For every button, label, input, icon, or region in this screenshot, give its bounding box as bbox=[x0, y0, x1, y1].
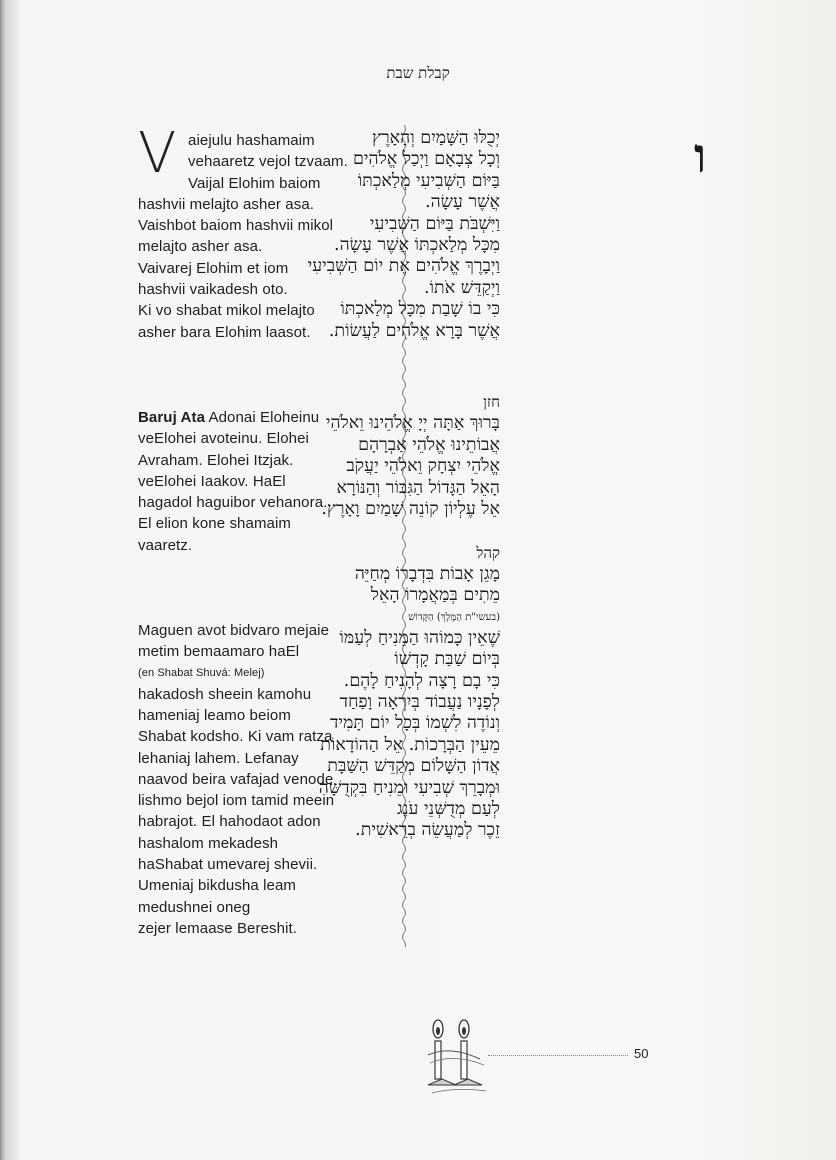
text-line: Ki vo shabat mikol melajto bbox=[138, 302, 315, 320]
hebrew-line: וַיִּשְׁבֹּת בַּיּוֹם הַשְּׁבִיעִי bbox=[369, 213, 500, 234]
hebrew-line: בַּיּוֹם הַשְּׁבִיעִי מְלַאכְתּוֹ bbox=[357, 170, 500, 191]
text-line: vaaretz. bbox=[138, 536, 193, 554]
text-line: melajto asher asa. bbox=[138, 238, 263, 256]
text-line: Vaivarej Elohim et iom bbox=[138, 259, 289, 277]
hebrew-line: מָגֵן אָבוֹת בִּדְבָרוֹ מְחַיֵּה bbox=[354, 563, 500, 584]
hebrew-line: כִּי בָם רָצָה לְהָנִיחַ לָהֶם. bbox=[343, 670, 500, 691]
hebrew-line: וְכָל צְבָאָם וַיְכַל אֱלֹהִים bbox=[353, 149, 500, 170]
text-line: hashalom mekadesh bbox=[138, 834, 279, 852]
page-number: 50 bbox=[634, 1046, 649, 1061]
text-line: vehaaretz vejol tzvaam. bbox=[188, 153, 348, 171]
hebrew-line: וַיְקַדֵּשׁ אֹתוֹ. bbox=[423, 277, 500, 298]
hebrew-line: וּמְבָרֵךְ שְׁבִיעִי וּמֵנִיחַ בִּקְדֻשָּׁה bbox=[318, 777, 500, 798]
text-line: hashvii vaikadesh oto. bbox=[138, 281, 288, 299]
text-line: metim bemaamaro haEl bbox=[138, 643, 300, 661]
text-line: aiejulu hashamaim bbox=[188, 132, 315, 149]
text-line: hashvii melajto asher asa. bbox=[138, 195, 315, 213]
hebrew-line: אֵל עֶלְיוֹן קוֹנֵה שָׁמַיִם וָאָרֶץ. bbox=[321, 499, 500, 520]
hebrew-column bbox=[215, 128, 500, 842]
hebrew-line: מֵעֵין הַבְּרָכוֹת. אֵל הַהוֹדָאוֹת bbox=[320, 734, 500, 755]
hebrew-line: זֵכֶר לְמַעֲשֵׂה בְרֵאשִׁית. bbox=[355, 820, 500, 841]
hebrew-line: בְּיוֹם שַׁבַּת קָדְשׁוֹ bbox=[394, 649, 500, 670]
hebrew-paragraph-baruch bbox=[215, 392, 500, 520]
hebrew-line: לְפָנָיו נַעֲבוֹד בְּיִרְאָה וָפַחַד bbox=[339, 691, 500, 712]
hebrew-line: אֱלֹהֵי יִצְחָק וֵאלֹהֵי יַעֲקֹב bbox=[346, 456, 500, 477]
hebrew-line: שֶׁאֵין כָּמוֹהוּ הַמֵּנִיחַ לְעַמּוֹ bbox=[339, 627, 500, 648]
text-line: lehaniaj lahem. Lefanay bbox=[138, 749, 299, 767]
text-line: veElohei avoteinu. Elohei bbox=[138, 430, 309, 448]
large-vav-letter: ו bbox=[694, 128, 707, 184]
text-line: haShabat umevarej shevii. bbox=[138, 856, 318, 874]
hebrew-line: יְכֻלּוּ הַשָּׁמַיִם וְהָאָרֶץ bbox=[371, 128, 500, 148]
text-line: lishmo bejol iom tamid meein bbox=[138, 792, 335, 810]
hebrew-line: בָּרוּךְ אַתָּה יְיָ אֱלֹהֵינוּ וֵאלֹהֵי bbox=[325, 413, 500, 434]
hebrew-line: אֲשֶׁר עָשָׂה. bbox=[425, 192, 500, 213]
text-line: naavod beira vafajad venode bbox=[138, 770, 334, 788]
hebrew-line: וְנוֹדֶה לִשְׁמוֹ בְּכָל יוֹם תָּמִיד bbox=[329, 713, 500, 734]
hebrew-line: אֲדוֹן הַשָּׁלוֹם מְקַדֵּשׁ הַשַּׁבָּת bbox=[327, 756, 500, 777]
text-line: Baruj Ata Adonai Eloheinu bbox=[138, 408, 320, 426]
hebrew-line: מִכָּל מְלַאכְתּוֹ אֲשֶׁר עָשָׂה. bbox=[334, 235, 500, 256]
text-line: Maguen avot bidvaro mejaie bbox=[138, 622, 330, 640]
hebrew-note: (בעשי"ת הַמֶּלֶךְ) הַקָּדוֹשׁ bbox=[408, 611, 500, 623]
text-line: veElohei Iaakov. HaEl bbox=[138, 472, 286, 490]
bold-lead: Baruj Ata bbox=[138, 408, 206, 426]
hebrew-line: הָאֵל הַגָּדוֹל הַגִּבּוֹר וְהַנּוֹרָא bbox=[336, 477, 500, 498]
text-line: El elion kone shamaim bbox=[138, 515, 292, 533]
hebrew-line: לְעַם מְדֻשְּׁנֵי עֹנֶג bbox=[397, 798, 500, 819]
hebrew-paragraph-magen bbox=[215, 543, 500, 842]
text-line: habrajot. El hahodaot adon bbox=[138, 813, 321, 831]
drop-cap: V bbox=[138, 121, 177, 186]
chazan-label: חזן bbox=[483, 393, 500, 412]
text-line: hameniaj leamo beiom bbox=[138, 706, 291, 724]
text-line: hagadol haguibor vehanora. bbox=[138, 494, 328, 512]
hebrew-paragraph-vaychulu bbox=[215, 128, 500, 342]
shabat-shuva-note: (en Shabat Shuvá: Melej) bbox=[138, 666, 265, 679]
text-line: Avraham. Elohei Itzjak. bbox=[138, 451, 294, 469]
footer-dotted-rule bbox=[488, 1055, 628, 1056]
text-line: hakadosh sheein kamohu bbox=[138, 685, 312, 703]
hebrew-line: אֲבוֹתֵינוּ אֱלֹהֵי אַבְרָהָם bbox=[358, 434, 500, 455]
text-line: Vaijal Elohim baiom bbox=[188, 174, 321, 192]
kahal-label: קהל bbox=[476, 543, 500, 562]
hebrew-line: כִּי בוֹ שָׁבַת מִכָּל מְלַאכְתּוֹ bbox=[340, 299, 500, 320]
text-line: Umeniaj bikdusha leam bbox=[138, 877, 297, 895]
hebrew-line: וַיְבָרֶךְ אֱלֹהִים אֶת יוֹם הַשְּׁבִיעִי bbox=[307, 256, 500, 277]
shabbat-candles-icon bbox=[420, 1015, 500, 1100]
text-line: zejer lemaase Bereshit. bbox=[138, 919, 298, 937]
hebrew-line: אֲשֶׁר בָּרָא אֱלֹהִים לַעֲשׂוֹת. bbox=[328, 320, 500, 341]
text-line: medushnei oneg bbox=[138, 898, 251, 916]
text-line: asher bara Elohim laasot. bbox=[138, 323, 311, 341]
text-line: Vaishbot baiom hashvii mikol bbox=[138, 217, 334, 235]
text-line: Shabat kodsho. Ki vam ratza bbox=[138, 728, 333, 746]
hebrew-line: מֵתִים בְּמַאֲמָרוֹ הָאֵל bbox=[370, 585, 500, 606]
page-header: קבלת שבת bbox=[386, 64, 450, 82]
